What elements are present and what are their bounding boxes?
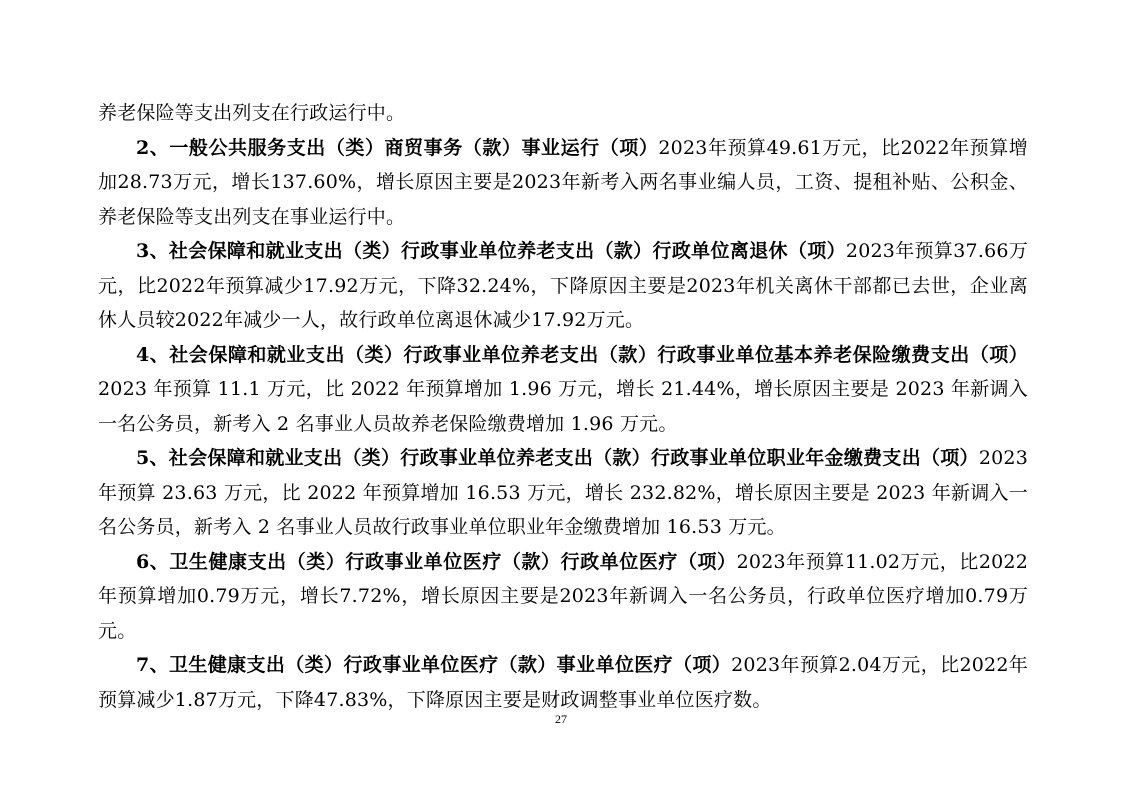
paragraph-heading: 5、社会保障和就业支出（类）行政事业单位养老支出（款）行政事业单位职业年金缴费支出（项）	[136, 447, 979, 469]
paragraph-item-5	[98, 441, 1028, 545]
paragraph-item-3	[98, 234, 1028, 338]
paragraph-heading: 3、社会保障和就业支出（类）行政事业单位养老支出（款）行政单位离退休（项）	[136, 240, 846, 262]
paragraph-heading: 6、卫生健康支出（类）行政事业单位医疗（款）行政单位医疗（项）	[136, 550, 737, 573]
paragraph-body: 2023 年预算 11.1 万元，比 2022 年预算增加 1.96 万元，增长 21.44%，增长原因主要是 2023 年新调入一名公务员，新考入 2 名事业人员故养老保险缴费增加 1.96 万元。	[98, 378, 1028, 435]
paragraph-heading: 4、社会保障和就业支出（类）行政事业单位养老支出（款）行政事业单位基本养老保险缴费支出（项）	[136, 343, 1028, 366]
paragraph-body: 2023 年预算 23.63 万元，比 2022 年预算增加 16.53 万元，增长 232.82%，增长原因主要是 2023 年新调入一名公务员，新考入 2 名事业人员故行政事业单位职业年金缴费增加 16.53 万元。	[98, 447, 1028, 538]
paragraph-heading: 2、一般公共服务支出（类）商贸事务（款）事业运行（项）	[136, 136, 659, 159]
document-body	[98, 96, 1028, 717]
paragraph-body: 2023年预算49.61万元，比2022年预算增加28.73万元，增长137.60%，增长原因主要是2023年新考入两名事业编人员，工资、提租补贴、公积金、养老保险等支出列支在事业运行中。	[98, 136, 1028, 228]
paragraph-item-7	[98, 648, 1028, 717]
paragraph-heading: 7、卫生健康支出（类）行政事业单位医疗（款）事业单位医疗（项）	[136, 654, 732, 676]
page-number: 27	[555, 712, 567, 726]
paragraph-body: 2023年预算11.02万元，比2022年预算增加0.79万元，增长7.72%，增长原因主要是2023年新调入一名公务员，行政单位医疗增加0.79万元。	[98, 550, 1028, 642]
paragraph-body: 2023年预算37.66万元，比2022年预算减少17.92万元，下降32.24%，下降原因主要是2023年机关离休干部都已去世，企业离休人员较2022年减少一人，故行政单位离退休减少17.92万元。	[98, 240, 1028, 331]
paragraph-continuation	[98, 96, 1028, 131]
paragraph-item-4	[98, 338, 1028, 442]
paragraph-body: 养老保险等支出列支在行政运行中。	[98, 102, 406, 124]
paragraph-body: 2023年预算2.04万元，比2022年预算减少1.87万元，下降47.83%，下降原因主要是财政调整事业单位医疗数。	[98, 654, 1028, 711]
paragraph-item-6	[98, 545, 1028, 649]
paragraph-item-2	[98, 131, 1028, 235]
